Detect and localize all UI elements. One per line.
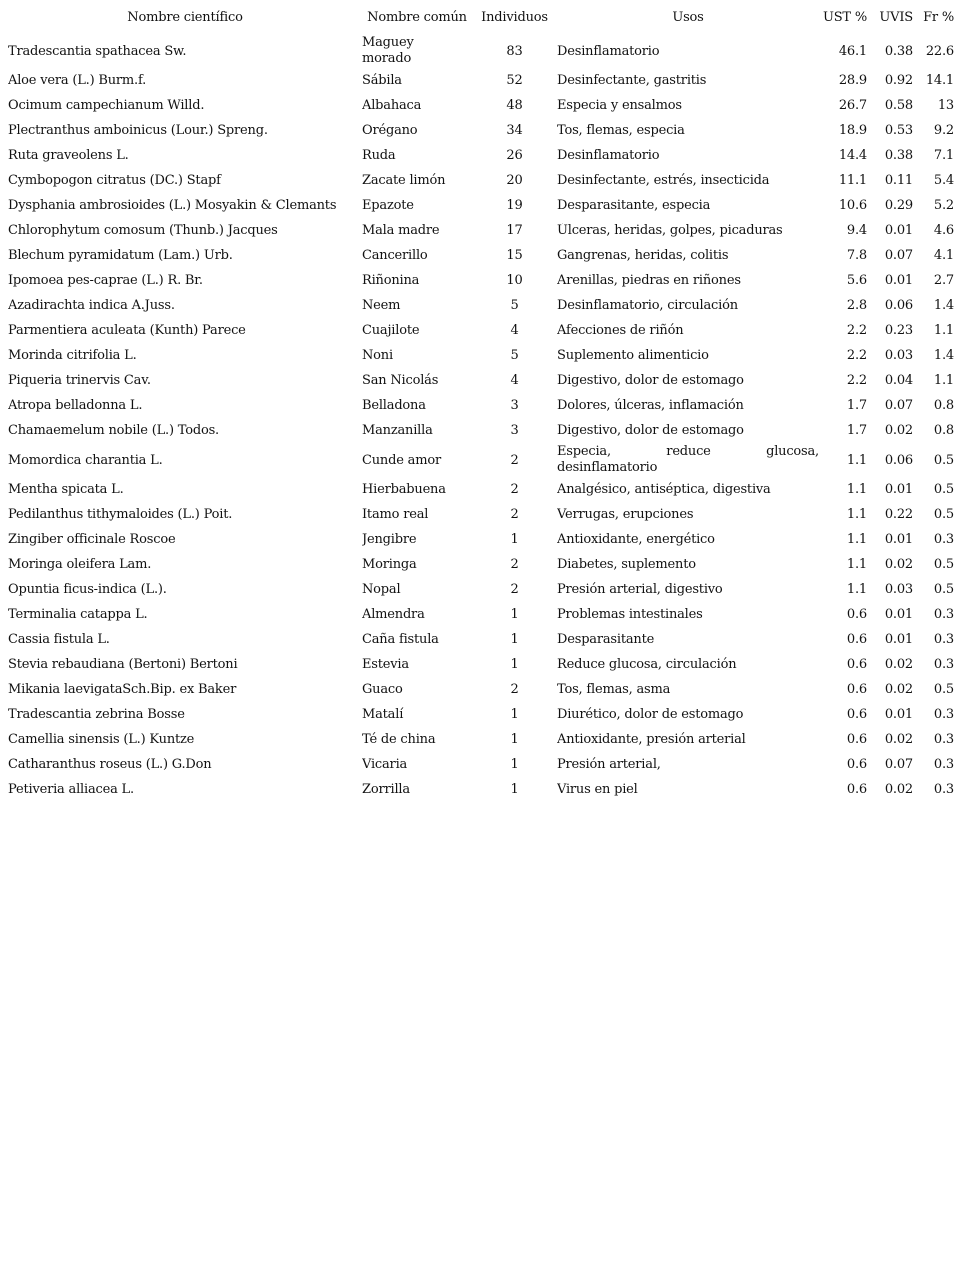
cell-scientific-name: Cymbopogon citratus (DC.) Stapf <box>8 173 221 188</box>
header-scientific-name: Nombre científico <box>127 9 243 25</box>
cell-scientific-name: Azadirachta indica A.Juss. <box>8 298 175 313</box>
cell-fr: 5.2 <box>933 198 954 213</box>
cell-fr: 0.5 <box>933 507 954 522</box>
cell-scientific-name: Momordica charantia L. <box>8 452 163 468</box>
cell-fr: 0.3 <box>933 532 954 547</box>
cell-fr: 0.3 <box>933 707 954 722</box>
cell-individuals: 1 <box>510 632 519 647</box>
cell-common-name: Epazote <box>362 198 414 213</box>
cell-common-name: Orégano <box>362 123 418 138</box>
cell-individuals: 4 <box>510 323 519 338</box>
cell-individuals: 1 <box>510 782 519 797</box>
cell-ust: 18.9 <box>838 123 867 138</box>
cell-common-name: Almendra <box>362 607 425 622</box>
cell-uvis: 0.01 <box>884 532 913 547</box>
table-row <box>8 477 954 502</box>
table-row <box>8 218 954 243</box>
cell-uses: Desparasitante <box>557 632 655 647</box>
cell-scientific-name: Moringa oleifera Lam. <box>8 557 152 572</box>
cell-fr: 0.3 <box>933 782 954 797</box>
cell-common-name: San Nicolás <box>362 373 439 388</box>
cell-fr: 1.1 <box>933 373 954 388</box>
cell-scientific-name: Cassia fistula L. <box>8 632 110 647</box>
cell-fr: 14.1 <box>925 73 954 88</box>
header-ust: UST % <box>822 9 867 25</box>
cell-ust: 2.2 <box>846 323 867 338</box>
cell-scientific-name: Ipomoea pes-caprae (L.) R. Br. <box>8 273 203 288</box>
table-row <box>8 777 954 802</box>
plants-table <box>8 0 954 802</box>
cell-ust: 1.1 <box>846 582 867 597</box>
cell-common-name: Nopal <box>362 582 401 597</box>
cell-individuals: 3 <box>510 398 519 413</box>
cell-ust: 2.2 <box>846 373 867 388</box>
cell-scientific-name: Parmentiera aculeata (Kunth) Parece <box>8 323 246 338</box>
cell-uses: Tos, flemas, asma <box>557 682 671 697</box>
table-row <box>8 727 954 752</box>
cell-individuals: 48 <box>506 98 523 113</box>
cell-scientific-name: Blechum pyramidatum (Lam.) Urb. <box>8 248 233 263</box>
cell-scientific-name: Tradescantia zebrina Bosse <box>8 707 185 722</box>
cell-uses: Tos, flemas, especia <box>557 123 685 138</box>
cell-uvis: 0.01 <box>884 482 913 497</box>
cell-fr: 0.3 <box>933 632 954 647</box>
cell-ust: 14.4 <box>838 148 867 163</box>
cell-uvis: 0.53 <box>884 123 913 138</box>
cell-fr: 7.1 <box>933 148 954 163</box>
cell-uvis: 0.02 <box>884 657 913 672</box>
cell-fr: 9.2 <box>933 123 954 138</box>
cell-fr: 0.5 <box>933 452 954 468</box>
cell-ust: 1.1 <box>846 507 867 522</box>
cell-fr: 0.3 <box>933 607 954 622</box>
cell-individuals: 52 <box>506 73 523 88</box>
cell-ust: 0.6 <box>846 732 867 747</box>
cell-individuals: 20 <box>506 173 523 188</box>
cell-scientific-name: Atropa belladonna L. <box>8 398 143 413</box>
cell-scientific-name: Piqueria trinervis Cav. <box>8 373 151 388</box>
header-uvis: UVIS <box>879 9 913 25</box>
cell-ust: 7.8 <box>846 248 867 263</box>
cell-individuals: 3 <box>510 423 519 438</box>
cell-uvis: 0.92 <box>884 73 913 88</box>
cell-uvis: 0.22 <box>884 507 913 522</box>
cell-ust: 10.6 <box>838 198 867 213</box>
cell-uses: Desinflamatorio <box>557 43 660 59</box>
cell-uses: Desparasitante, especia <box>557 198 711 213</box>
cell-uses: Antioxidante, presión arterial <box>557 732 746 747</box>
cell-fr: 0.5 <box>933 582 954 597</box>
cell-individuals: 34 <box>506 123 523 138</box>
cell-scientific-name: Stevia rebaudiana (Bertoni) Bertoni <box>8 657 238 672</box>
cell-common-name: Ruda <box>362 148 396 163</box>
cell-common-name: Mala madre <box>362 223 440 238</box>
table-row <box>8 193 954 218</box>
cell-scientific-name: Zingiber officinale Roscoe <box>8 532 176 547</box>
cell-common-name: Vicaria <box>362 757 408 772</box>
table-row <box>8 702 954 727</box>
cell-ust: 1.7 <box>846 423 867 438</box>
cell-uses: Especia, reduce glucosa, desinflamatorio <box>557 444 819 475</box>
cell-individuals: 83 <box>506 43 523 59</box>
cell-fr: 4.1 <box>933 248 954 263</box>
header-individuals: Individuos <box>481 9 548 25</box>
cell-individuals: 26 <box>506 148 523 163</box>
cell-ust: 9.4 <box>846 223 867 238</box>
cell-uvis: 0.58 <box>884 98 913 113</box>
cell-uses: Problemas intestinales <box>557 607 703 622</box>
cell-uvis: 0.03 <box>884 348 913 363</box>
cell-ust: 1.1 <box>846 452 867 468</box>
cell-uvis: 0.29 <box>884 198 913 213</box>
table-row <box>8 502 954 527</box>
cell-common-name: Cunde amor <box>362 452 441 468</box>
cell-scientific-name: Aloe vera (L.) Burm.f. <box>8 73 147 88</box>
cell-common-name: Albahaca <box>362 98 422 113</box>
cell-individuals: 19 <box>506 198 523 213</box>
cell-common-name: Zacate limón <box>362 173 446 188</box>
cell-scientific-name: Plectranthus amboinicus (Lour.) Spreng. <box>8 123 268 138</box>
cell-uses: Antioxidante, energético <box>557 532 715 547</box>
cell-ust: 1.1 <box>846 557 867 572</box>
cell-fr: 0.3 <box>933 732 954 747</box>
cell-uses: Digestivo, dolor de estomago <box>557 373 744 388</box>
cell-uses: Especia y ensalmos <box>557 98 682 113</box>
cell-common-name: Belladona <box>362 398 426 413</box>
cell-common-name: Caña fistula <box>362 632 439 647</box>
cell-ust: 0.6 <box>846 757 867 772</box>
cell-uses: Analgésico, antiséptica, digestiva <box>557 482 771 497</box>
cell-ust: 2.2 <box>846 348 867 363</box>
cell-individuals: 2 <box>510 507 519 522</box>
cell-scientific-name: Terminalia catappa L. <box>8 607 148 622</box>
cell-common-name: Riñonina <box>362 273 420 288</box>
table-row <box>8 627 954 652</box>
cell-uvis: 0.02 <box>884 682 913 697</box>
cell-ust: 0.6 <box>846 657 867 672</box>
cell-individuals: 2 <box>510 557 519 572</box>
cell-fr: 0.3 <box>933 757 954 772</box>
cell-common-name: Té de china <box>362 732 436 747</box>
cell-ust: 0.6 <box>846 682 867 697</box>
table-row <box>8 677 954 702</box>
cell-common-name: Matalí <box>362 707 404 722</box>
cell-uvis: 0.06 <box>884 298 913 313</box>
cell-ust: 0.6 <box>846 607 867 622</box>
cell-uvis: 0.02 <box>884 782 913 797</box>
cell-ust: 1.1 <box>846 482 867 497</box>
cell-ust: 0.6 <box>846 632 867 647</box>
cell-uvis: 0.01 <box>884 607 913 622</box>
cell-uses: Digestivo, dolor de estomago <box>557 423 744 438</box>
cell-individuals: 10 <box>506 273 523 288</box>
header-fr: Fr % <box>923 9 954 25</box>
cell-common-name: Neem <box>362 298 401 313</box>
cell-fr: 1.1 <box>933 323 954 338</box>
cell-common-name: Cancerillo <box>362 248 428 263</box>
cell-uvis: 0.01 <box>884 273 913 288</box>
cell-scientific-name: Tradescantia spathacea Sw. <box>8 43 187 59</box>
cell-fr: 0.8 <box>933 398 954 413</box>
cell-uvis: 0.04 <box>884 373 913 388</box>
table-row <box>8 752 954 777</box>
cell-uses: Presión arterial, digestivo <box>557 582 723 597</box>
cell-scientific-name: Chamaemelum nobile (L.) Todos. <box>8 423 219 438</box>
table-row <box>8 418 954 443</box>
cell-ust: 1.7 <box>846 398 867 413</box>
table-row <box>8 552 954 577</box>
cell-individuals: 2 <box>510 582 519 597</box>
cell-uvis: 0.01 <box>884 632 913 647</box>
cell-individuals: 2 <box>510 482 519 497</box>
cell-uses: Diabetes, suplemento <box>557 557 696 572</box>
cell-uses: Dolores, úlceras, inflamación <box>557 398 744 413</box>
cell-fr: 0.8 <box>933 423 954 438</box>
cell-uvis: 0.38 <box>884 148 913 163</box>
cell-scientific-name: Ocimum campechianum Willd. <box>8 98 205 113</box>
cell-scientific-name: Opuntia ficus-indica (L.). <box>8 582 167 597</box>
table-row <box>8 168 954 193</box>
cell-individuals: 2 <box>510 682 519 697</box>
cell-fr: 1.4 <box>933 298 954 313</box>
cell-ust: 28.9 <box>838 73 867 88</box>
cell-common-name: Guaco <box>362 682 403 697</box>
table-row <box>8 577 954 602</box>
table-row <box>8 652 954 677</box>
cell-uvis: 0.07 <box>884 757 913 772</box>
cell-scientific-name: Catharanthus roseus (L.) G.Don <box>8 757 212 772</box>
cell-fr: 5.4 <box>933 173 954 188</box>
cell-common-name: Manzanilla <box>362 423 433 438</box>
table-row <box>8 293 954 318</box>
table-row <box>8 368 954 393</box>
cell-common-name: Cuajilote <box>362 323 420 338</box>
cell-ust: 11.1 <box>838 173 867 188</box>
cell-ust: 1.1 <box>846 532 867 547</box>
cell-ust: 26.7 <box>838 98 867 113</box>
cell-uvis: 0.01 <box>884 707 913 722</box>
cell-uvis: 0.03 <box>884 582 913 597</box>
cell-uvis: 0.06 <box>884 452 913 468</box>
cell-uses: Úlceras, heridas, golpes, picaduras <box>557 223 783 238</box>
cell-common-name: Noni <box>362 348 393 363</box>
cell-uses: Desinfectante, gastritis <box>557 73 707 88</box>
cell-scientific-name: Petiveria alliacea L. <box>8 782 134 797</box>
cell-uvis: 0.23 <box>884 323 913 338</box>
cell-common-name: Sábila <box>362 73 402 88</box>
cell-scientific-name: Mikania laevigataSch.Bip. ex Baker <box>8 682 237 697</box>
cell-individuals: 5 <box>510 298 519 313</box>
table-row <box>8 93 954 118</box>
cell-fr: 13 <box>937 98 954 113</box>
cell-common-name: Zorrilla <box>362 782 410 797</box>
table-row <box>8 443 954 477</box>
cell-uses: Afecciones de riñón <box>557 323 684 338</box>
cell-individuals: 1 <box>510 732 519 747</box>
cell-uvis: 0.38 <box>884 43 913 59</box>
cell-ust: 5.6 <box>846 273 867 288</box>
cell-uses: Arenillas, piedras en riñones <box>557 273 741 288</box>
table-row <box>8 243 954 268</box>
cell-fr: 0.3 <box>933 657 954 672</box>
cell-individuals: 1 <box>510 757 519 772</box>
cell-ust: 46.1 <box>838 43 867 59</box>
table-row <box>8 602 954 627</box>
cell-fr: 0.5 <box>933 682 954 697</box>
cell-individuals: 17 <box>506 223 523 238</box>
cell-fr: 0.5 <box>933 557 954 572</box>
table-row <box>8 393 954 418</box>
cell-individuals: 2 <box>510 452 519 468</box>
cell-uses: Desinflamatorio <box>557 148 660 163</box>
cell-individuals: 15 <box>506 248 523 263</box>
table-row <box>8 527 954 552</box>
cell-scientific-name: Morinda citrifolia L. <box>8 348 137 363</box>
table-row <box>8 34 954 68</box>
cell-individuals: 5 <box>510 348 519 363</box>
cell-uvis: 0.07 <box>884 398 913 413</box>
header-uses: Usos <box>672 9 704 25</box>
table-row <box>8 343 954 368</box>
table-row <box>8 118 954 143</box>
cell-common-name: Estevia <box>362 657 409 672</box>
cell-individuals: 4 <box>510 373 519 388</box>
cell-uvis: 0.11 <box>884 173 913 188</box>
cell-fr: 22.6 <box>925 43 954 59</box>
cell-uses: Desinflamatorio, circulación <box>557 298 738 313</box>
cell-scientific-name: Mentha spicata L. <box>8 482 124 497</box>
cell-uses: Desinfectante, estrés, insecticida <box>557 173 770 188</box>
cell-common-name: Hierbabuena <box>362 482 446 497</box>
cell-ust: 0.6 <box>846 707 867 722</box>
table-row <box>8 268 954 293</box>
cell-common-name: Jengibre <box>362 532 417 547</box>
cell-uvis: 0.02 <box>884 423 913 438</box>
cell-uses: Presión arterial, <box>557 757 661 772</box>
cell-scientific-name: Pedilanthus tithymaloides (L.) Poit. <box>8 507 233 522</box>
cell-fr: 4.6 <box>933 223 954 238</box>
table-body <box>8 34 954 802</box>
cell-uses: Virus en piel <box>557 782 638 797</box>
cell-scientific-name: Chlorophytum comosum (Thunb.) Jacques <box>8 223 278 238</box>
cell-scientific-name: Camellia sinensis (L.) Kuntze <box>8 732 195 747</box>
cell-uses: Diurético, dolor de estomago <box>557 707 744 722</box>
table-header <box>8 0 954 34</box>
cell-uses: Verrugas, erupciones <box>557 507 694 522</box>
cell-individuals: 1 <box>510 657 519 672</box>
cell-individuals: 1 <box>510 707 519 722</box>
cell-uses: Suplemento alimenticio <box>557 348 709 363</box>
header-common-name: Nombre común <box>367 9 467 25</box>
cell-uses: Gangrenas, heridas, colitis <box>557 248 729 263</box>
cell-uvis: 0.02 <box>884 557 913 572</box>
cell-scientific-name: Dysphania ambrosioides (L.) Mosyakin & Clemants <box>8 198 337 213</box>
table-row <box>8 318 954 343</box>
cell-fr: 2.7 <box>933 273 954 288</box>
cell-uvis: 0.07 <box>884 248 913 263</box>
cell-common-name: Moringa <box>362 557 417 572</box>
cell-uvis: 0.02 <box>884 732 913 747</box>
cell-individuals: 1 <box>510 532 519 547</box>
cell-ust: 0.6 <box>846 782 867 797</box>
cell-uses: Reduce glucosa, circulación <box>557 657 737 672</box>
cell-uvis: 0.01 <box>884 223 913 238</box>
cell-fr: 1.4 <box>933 348 954 363</box>
cell-fr: 0.5 <box>933 482 954 497</box>
table-row <box>8 68 954 93</box>
table-row <box>8 143 954 168</box>
cell-common-name: Itamo real <box>362 507 429 522</box>
cell-common-name: Maguey morado <box>362 35 414 66</box>
cell-ust: 2.8 <box>846 298 867 313</box>
cell-individuals: 1 <box>510 607 519 622</box>
cell-scientific-name: Ruta graveolens L. <box>8 148 129 163</box>
